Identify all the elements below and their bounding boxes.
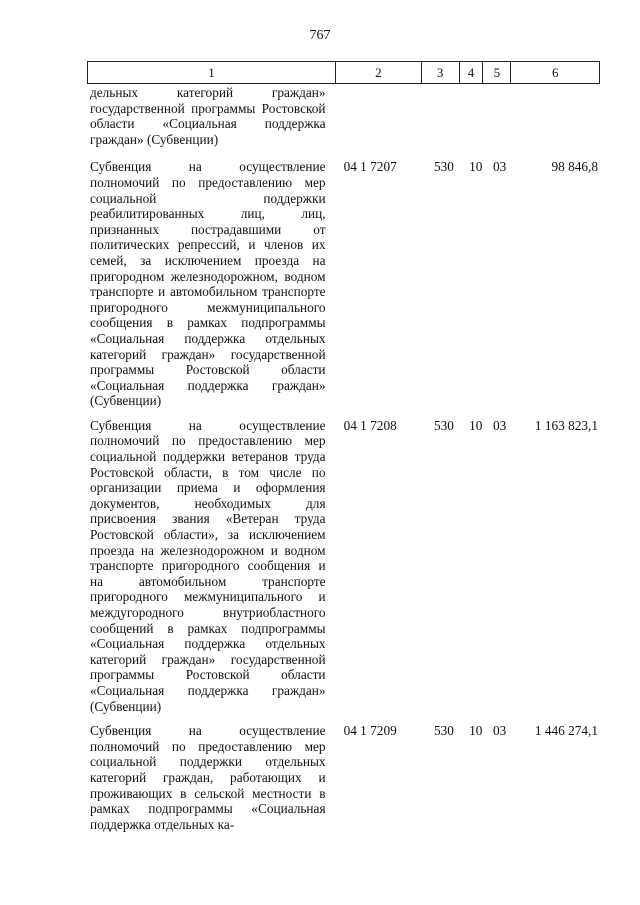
- row-section: 10: [469, 417, 483, 433]
- row-subsection: 03: [492, 723, 507, 739]
- row-expense-type: 530: [433, 159, 454, 175]
- row-subsection: [487, 85, 513, 147]
- header-col-2: 2: [336, 62, 422, 83]
- header-col-5: 5: [483, 62, 511, 83]
- row-amount: 98 846,8: [551, 159, 599, 175]
- row-expense-type: 530: [433, 417, 454, 433]
- row-amount: [513, 85, 600, 147]
- header-col-3: 3: [422, 62, 460, 83]
- row-target-code: 04 1 7207: [343, 159, 397, 175]
- header-col-4: 4: [460, 62, 484, 83]
- row-target-code: 04 1 7208: [343, 417, 397, 433]
- table-row: [87, 85, 600, 147]
- header-col-1: 1: [88, 62, 336, 83]
- page-number: 767: [309, 28, 331, 43]
- row-target-code: [338, 85, 424, 147]
- row-description: дельных категорий граждан» государственной программы Ростовской области «Социальная поддержка граждан» (Субвенции): [90, 85, 326, 147]
- table-row: [87, 723, 600, 832]
- table-header: [87, 61, 600, 84]
- row-target-code: 04 1 7209: [343, 723, 397, 739]
- row-expense-type: [423, 85, 465, 147]
- row-amount: 1 446 274,1: [534, 723, 599, 739]
- header-col-6: 6: [551, 64, 559, 80]
- row-subsection: 03: [492, 159, 507, 175]
- row-description: Субвенция на осуществление полномочий по предоставлению мер социальной поддержки реабилитированных лиц, лиц, признанных пострадавшими от политических репрессий, и членов их семей, за исключением проезда на пригородном железнодорожном, водном транспорте и автомобильном транспорте пригородного межмуниципального сообщения в рамках подпрограммы «Социальная поддержка отдельных категорий граждан» государственной программы Ростовской области «Социальная поддержка граждан» (Субвенции): [90, 159, 326, 409]
- row-section: [465, 85, 487, 147]
- row-description: Субвенция на осуществление полномочий по предоставлению мер социальной поддержки ветеранов труда Ростовской области, в том числе по организации приема и оформления документов, необходимых для присвоения звания «Ветеран труда Ростовской области», за исключением проезда на железнодорожном и водном транспорте пригородного сообщения и на автомобильном транспорте пригородного межмуниципального и междугородного внутриобластного сообщений в рамках подпрограммы «Социальная поддержка отдельных категорий граждан» государственной программы Ростовской области «Социальная поддержка граждан» (Субвенции): [90, 417, 326, 714]
- table-row: [87, 418, 600, 714]
- row-amount: 1 163 823,1: [534, 417, 599, 433]
- table-row: [87, 159, 600, 409]
- budget-table: [87, 85, 600, 841]
- row-section: 10: [469, 159, 483, 175]
- row-subsection: 03: [492, 417, 507, 433]
- row-expense-type: 530: [433, 723, 454, 739]
- row-section: 10: [469, 723, 483, 739]
- row-description: Субвенция на осуществление полномочий по предоставлению мер социальной поддержки отдельных категорий граждан, работающих и проживающих в сельской местности в рамках подпрограммы «Социальная поддержка отдельных ка-: [90, 723, 326, 832]
